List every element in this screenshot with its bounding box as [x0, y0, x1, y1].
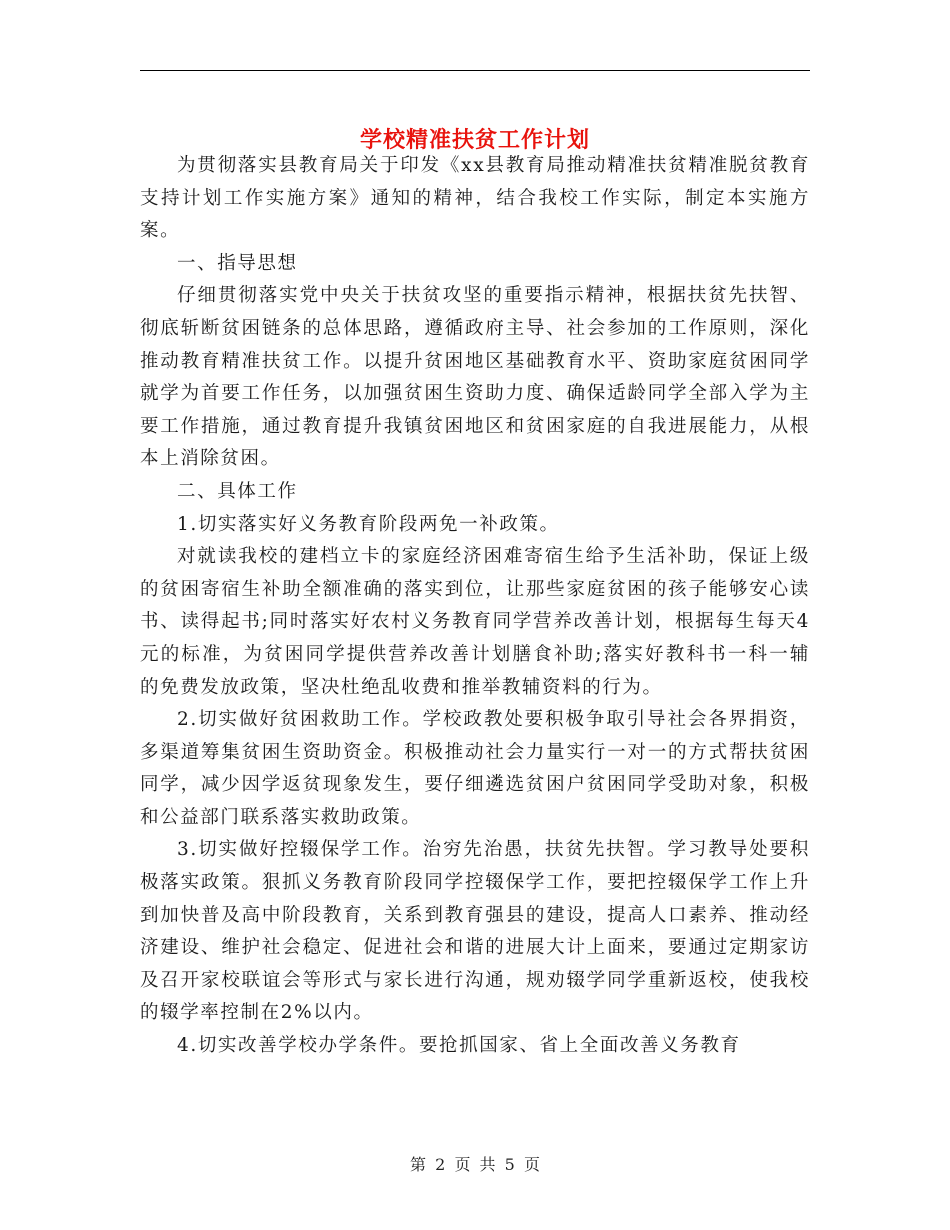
paragraph-item-3: 3.切实做好控辍保学工作。治穷先治愚，扶贫先扶智。学习教导处要积极落实政策。狠抓义务教育阶段同学控辍保学工作，要把控辍保学工作上升到加快普及高中阶段教育，关系到教育强县的建设，提高人口素养、推动经济建设、维护社会稳定、促进社会和谐的进展大计上面来，要通过定期家访及召开家校联谊会等形式与家长进行沟通，规劝辍学同学重新返校，使我校的辍学率控制在2%以内。	[140, 839, 810, 1024]
footer-label-page: 第	[410, 1155, 427, 1174]
paragraph-item-2: 2.切实做好贫困救助工作。学校政教处要积极争取引导社会各界捐资，多渠道筹集贫困生资助资金。积极推动社会力量实行一对一的方式帮扶贫困同学，减少因学返贫现象发生，要仔细遴选贫困户贫困同学受助对象，积极和公益部门联系落实救助政策。	[140, 709, 810, 828]
footer-current-page: 2	[435, 1155, 446, 1174]
paragraph-item-4: 4.切实改善学校办学条件。要抢抓国家、省上全面改善义务教育	[177, 1035, 741, 1057]
footer-label-total-unit: 页	[523, 1155, 540, 1174]
document-body	[140, 150, 810, 1063]
footer-label-page-unit: 页	[454, 1155, 471, 1174]
section-heading-guiding-thought: 一、指导思想	[177, 252, 298, 274]
section-heading-specific-work: 二、具体工作	[177, 480, 298, 502]
header-rule	[140, 70, 810, 71]
document-title: 学校精准扶贫工作计划	[359, 126, 590, 153]
item-heading-1: 1.切实落实好义务教育阶段两免一补政策。	[177, 513, 560, 535]
paragraph-guiding-thought: 仔细贯彻落实党中央关于扶贫攻坚的重要指示精神，根据扶贫先扶智、彻底斩断贫困链条的总体思路，遵循政府主导、社会参加的工作原则，深化推动教育精准扶贫工作。以提升贫困地区基础教育水平、资助家庭贫困同学就学为首要工作任务，以加强贫困生资助力度、确保适龄同学全部入学为主要工作措施，通过教育提升我镇贫困地区和贫困家庭的自我进展能力，从根本上消除贫困。	[140, 285, 810, 470]
paragraph-intro: 为贯彻落实县教育局关于印发《xx县教育局推动精准扶贫精准脱贫教育支持计划工作实施方案》通知的精神，结合我校工作实际，制定本实施方案。	[140, 155, 810, 242]
footer-total-pages: 5	[504, 1155, 515, 1174]
footer-label-total: 共	[479, 1155, 496, 1174]
page-footer	[0, 1153, 950, 1177]
paragraph-item-1: 对就读我校的建档立卡的家庭经济困难寄宿生给予生活补助，保证上级的贫困寄宿生补助全额准确的落实到位，让那些家庭贫困的孩子能够安心读书、读得起书;同时落实好农村义务教育同学营养改善计划，根据每生每天4元的标准，为贫困同学提供营养改善计划膳食补助;落实好教科书一科一辅的免费发放政策，坚决杜绝乱收费和推举教辅资料的行为。	[140, 546, 810, 698]
